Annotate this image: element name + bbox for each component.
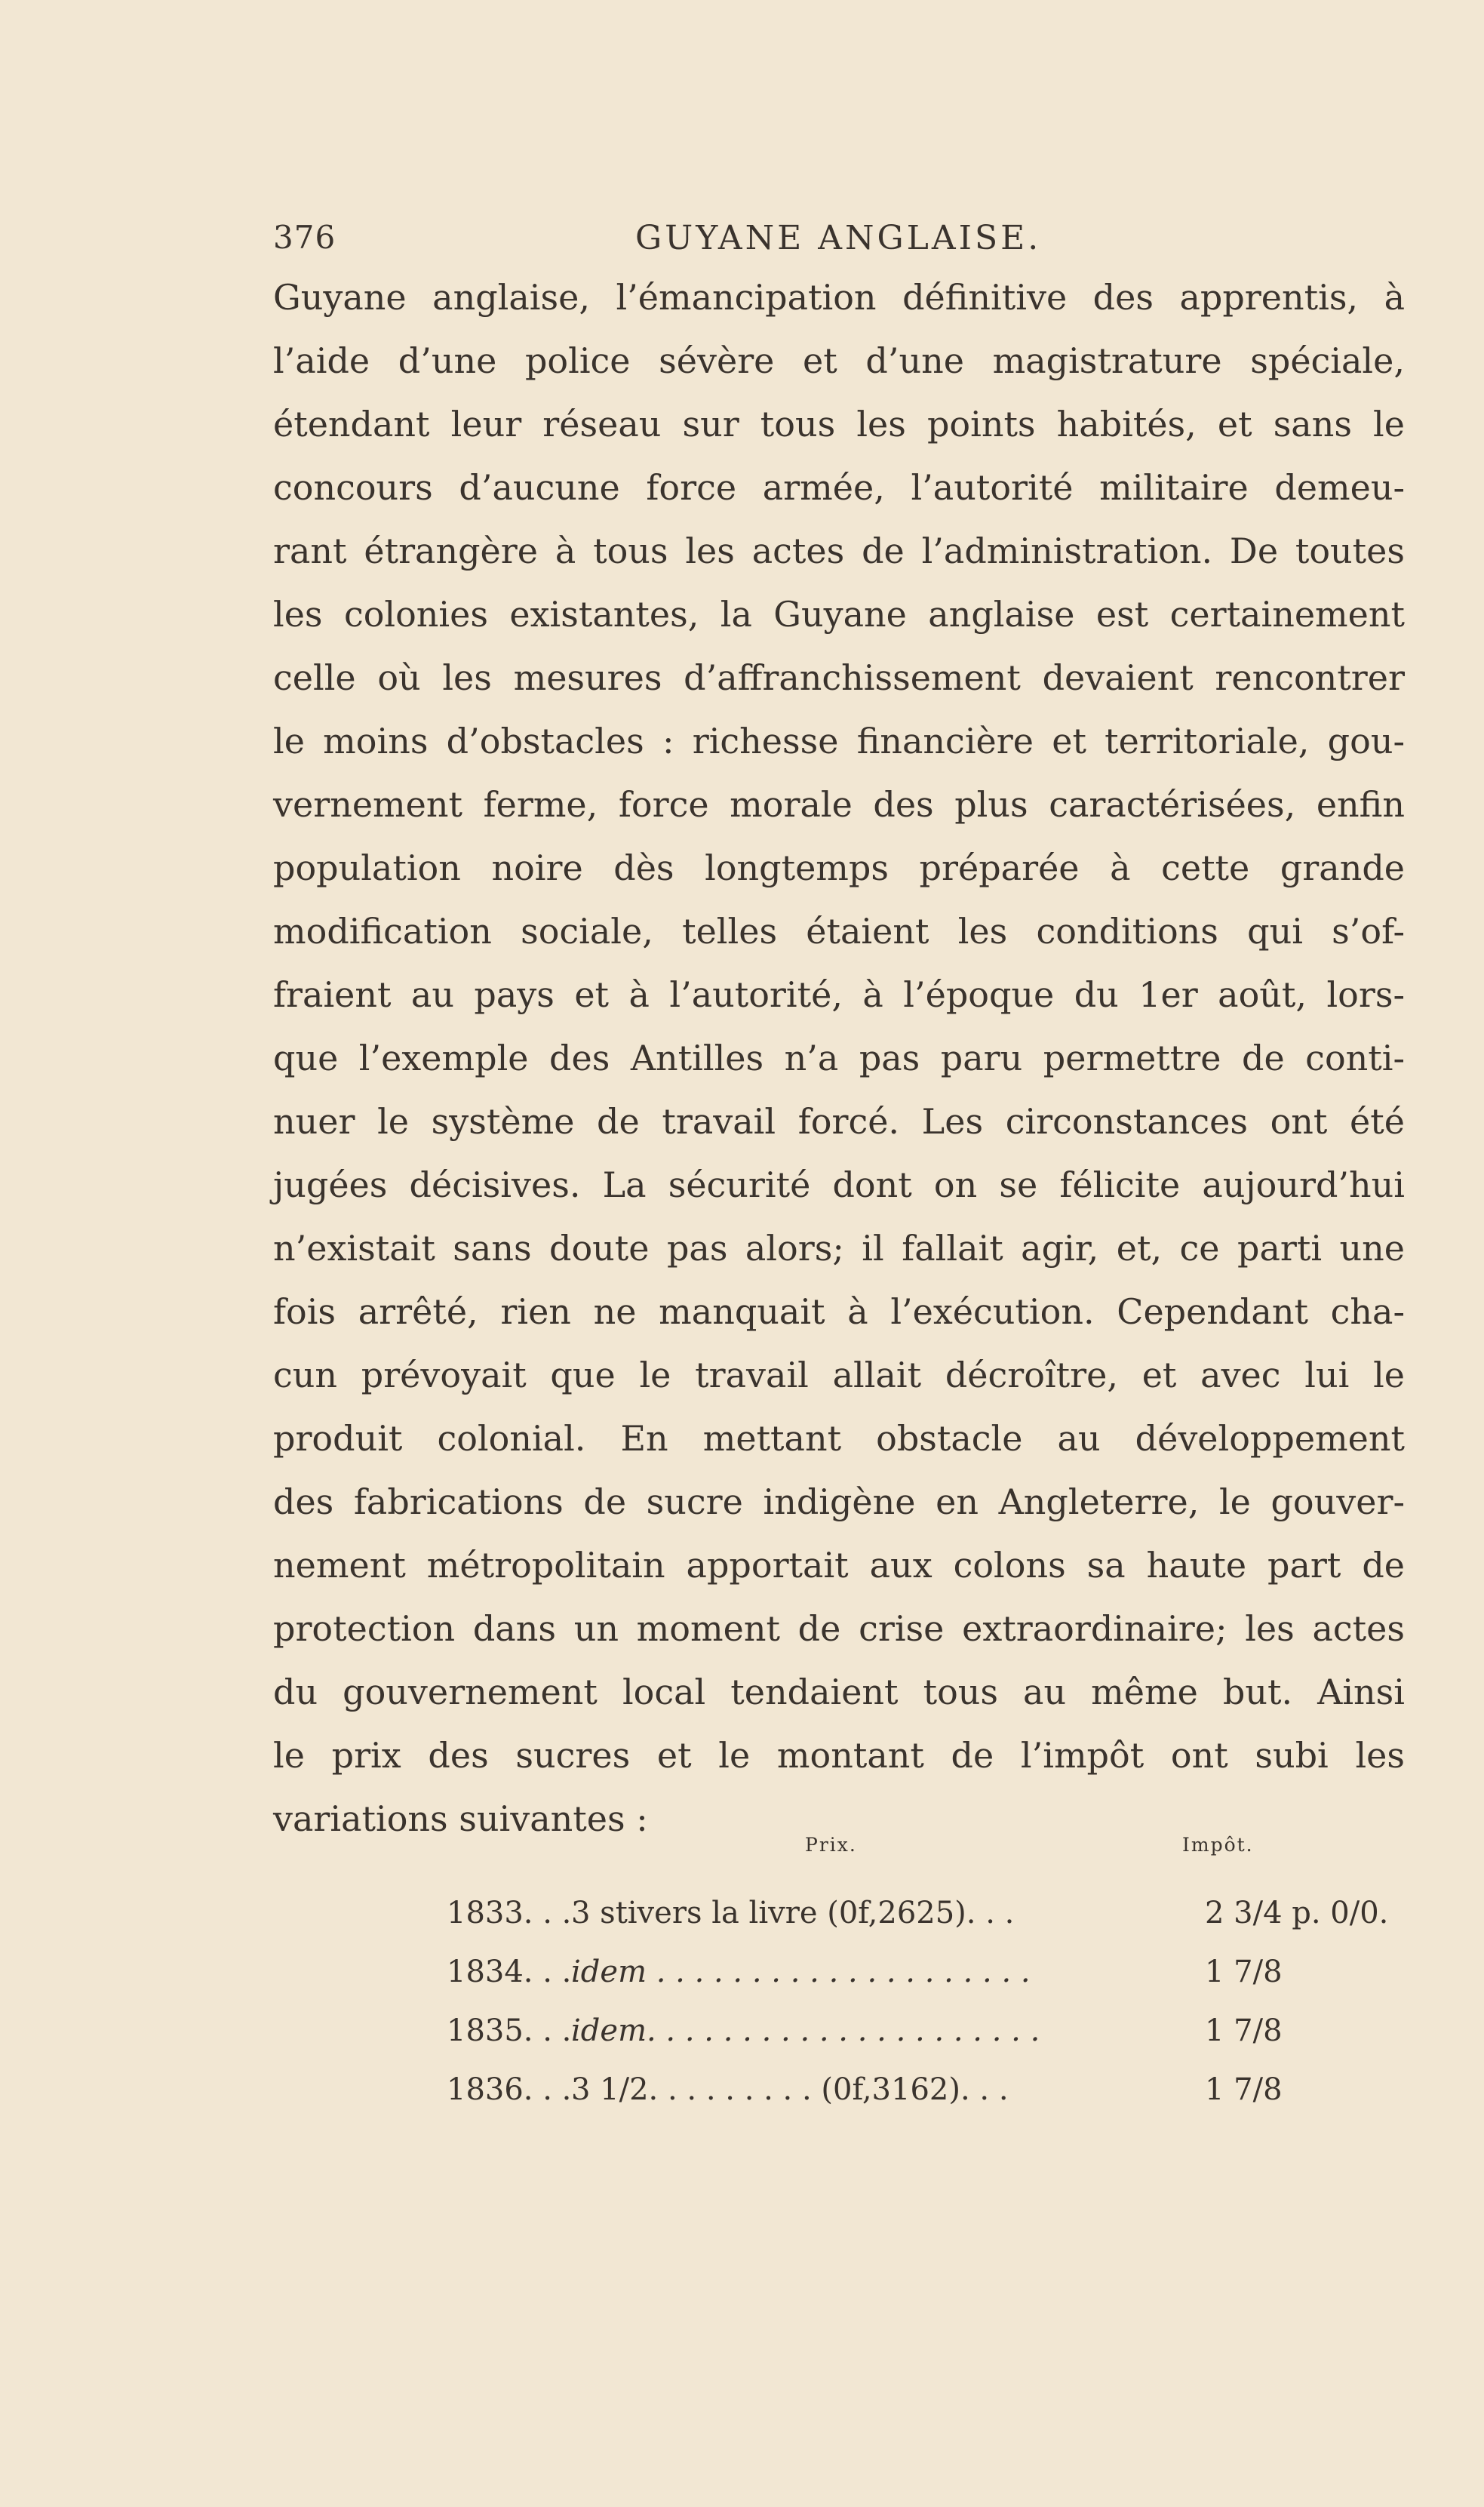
year-cell: 1836. . . [447, 2072, 572, 2107]
page-number: 376 [273, 219, 336, 256]
text-line: le prix des sucres et le montant de l’impôt ont subi les [273, 1735, 1405, 1776]
text-line: le moins d’obstacles : richesse financière et territoriale, gou- [273, 721, 1405, 761]
page-header [273, 219, 1329, 264]
tax-cell: 1 7/8 [1205, 1955, 1283, 1989]
text-line: protection dans un moment de crise extraordinaire; les actes [273, 1608, 1405, 1649]
table-row [447, 1887, 1389, 1939]
table-row [447, 1946, 1352, 1998]
table-row [447, 2063, 1352, 2116]
price-cell: idem . . . . . . . . . . . . . . . . . . . . [571, 1955, 1031, 1989]
text-line: cun prévoyait que le travail allait décroître, et avec lui le [273, 1355, 1405, 1395]
year-cell: 1835. . . [447, 2013, 572, 2048]
text-line: fois arrêté, rien ne manquait à l’exécution. Cependant cha- [273, 1291, 1405, 1332]
text-line: étendant leur réseau sur tous les points habités, et sans le [273, 404, 1405, 444]
tax-column-header: Impôt. [1182, 1834, 1254, 1856]
year-cell: 1833. . . [447, 1896, 572, 1930]
tax-cell: 1 7/8 [1205, 2013, 1283, 2048]
price-column-header: Prix. [805, 1834, 857, 1856]
text-line: l’aide d’une police sévère et d’une magistrature spéciale, [273, 340, 1405, 381]
running-head: GUYANE ANGLAISE. [635, 219, 1042, 257]
price-cell: 3 stivers la livre (0f,2625). . . [571, 1896, 1015, 1930]
text-line: des fabrications de sucre indigène en Angleterre, le gouver- [273, 1481, 1405, 1522]
text-line: du gouvernement local tendaient tous au même but. Ainsi [273, 1672, 1405, 1712]
text-line: Guyane anglaise, l’émancipation définitive des apprentis, à [273, 277, 1405, 318]
text-line: population noire dès longtemps préparée à cette grande [273, 847, 1405, 888]
body-text [273, 266, 1405, 1850]
tax-cell: 1 7/8 [1205, 2072, 1283, 2107]
text-line: nuer le système de travail forcé. Les circonstances ont été [273, 1101, 1405, 1142]
text-line: n’existait sans doute pas alors; il fallait agir, et, ce parti une [273, 1228, 1405, 1269]
text-line: modification sociale, telles étaient les conditions qui s’of- [273, 911, 1405, 952]
text-line: que l’exemple des Antilles n’a pas paru permettre de conti- [273, 1038, 1405, 1078]
price-cell: idem. . . . . . . . . . . . . . . . . . . . . [571, 2013, 1040, 2048]
text-line: variations suivantes : [273, 1798, 648, 1839]
text-line: vernement ferme, force morale des plus caractérisées, enfin [273, 784, 1405, 825]
text-line: nement métropolitain apportait aux colons sa haute part de [273, 1545, 1405, 1586]
text-line: les colonies existantes, la Guyane anglaise est certainement [273, 594, 1405, 635]
table-row [447, 2004, 1352, 2057]
text-line: jugées décisives. La sécurité dont on se félicite aujourd’hui [273, 1164, 1405, 1205]
tax-cell: 2 3/4 p. 0/0. [1205, 1896, 1389, 1930]
year-cell: 1834. . . [447, 1955, 572, 1989]
text-line: produit colonial. En mettant obstacle au développement [273, 1418, 1405, 1459]
text-line: concours d’aucune force armée, l’autorité militaire demeu- [273, 467, 1405, 508]
text-line: celle où les mesures d’affranchissement devaient rencontrer [273, 657, 1405, 698]
text-line: rant étrangère à tous les actes de l’administration. De toutes [273, 531, 1405, 571]
price-cell: 3 1/2. . . . . . . . . (0f,3162). . . [571, 2072, 1009, 2107]
text-line: fraient au pays et à l’autorité, à l’époque du 1er août, lors- [273, 974, 1405, 1015]
